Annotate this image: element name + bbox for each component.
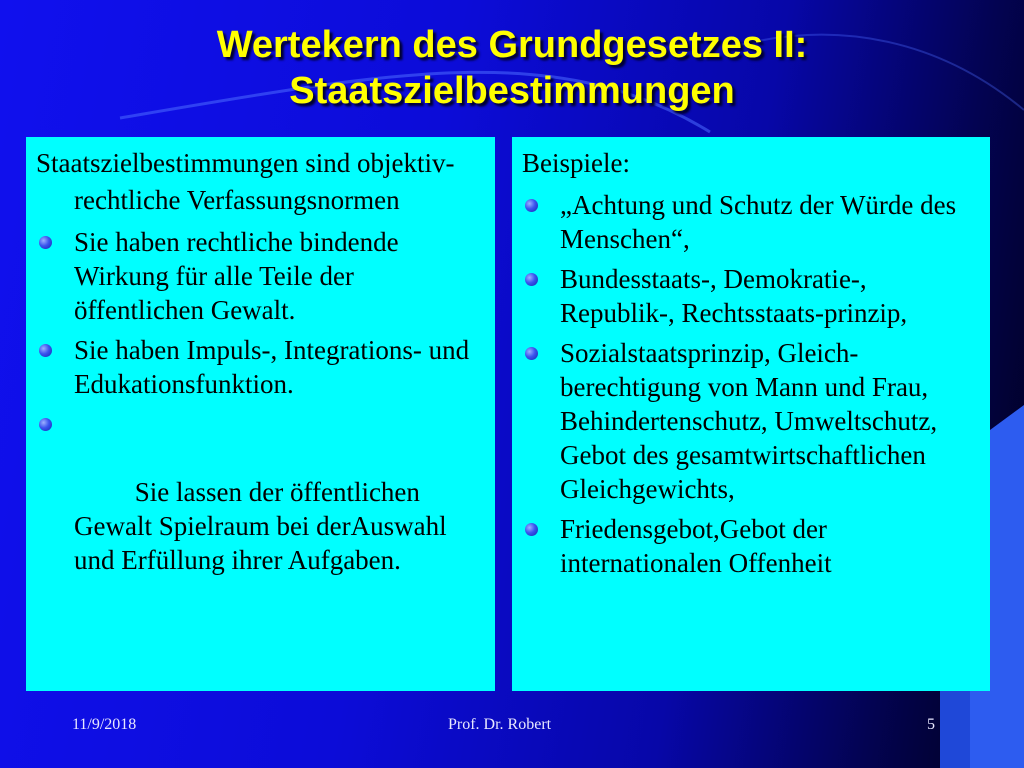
list-item	[522, 188, 980, 256]
list-item-text: „Achtung und Schutz der Würde des Menschen“,	[560, 190, 957, 254]
bullet-dot-icon	[525, 199, 538, 212]
slide-title	[0, 22, 1024, 114]
left-bullet-list	[36, 225, 485, 611]
list-item	[36, 333, 485, 401]
bullet-dot-icon	[39, 344, 52, 357]
list-item-text: Bundesstaats-, Demokratie-, Republik-, Rechtsstaats-prinzip,	[560, 264, 908, 328]
bullet-dot-icon	[525, 347, 538, 360]
right-text-box	[512, 137, 990, 691]
list-item-text: Sie haben Impuls-, Integrations- und Edukationsfunktion.	[74, 335, 470, 399]
list-item	[36, 407, 485, 611]
right-lead-text: Beispiele:	[522, 148, 630, 178]
bullet-dot-icon	[39, 418, 52, 431]
slide-title-line-1: Wertekern des Grundgesetzes II:	[216, 24, 808, 66]
right-bullet-list	[522, 188, 980, 580]
left-text-box	[26, 137, 495, 691]
list-item	[522, 262, 980, 330]
slide-title-line-2: Staatszielbestimmungen	[289, 70, 735, 112]
list-item	[522, 512, 980, 580]
bullet-dot-icon	[525, 523, 538, 536]
list-item-text: Sie haben rechtliche bindende Wirkung für alle Teile der öffentlichen Gewalt.	[74, 227, 399, 325]
footer-page-number: 5	[927, 716, 935, 733]
bullet-dot-icon	[39, 236, 52, 249]
bullet-dot-icon	[525, 273, 538, 286]
footer-date: 11/9/2018	[72, 716, 137, 733]
list-item-text: Sozialstaatsprinzip, Gleich-berechtigung von Mann und Frau, Behindertenschutz, Umweltschutz, Gebot des gesamtwirtschaftlichen Gleichgewichts,	[560, 338, 938, 504]
list-item-text: Friedensgebot,Gebot der internationalen Offenheit	[560, 514, 832, 578]
left-lead-text: Staatszielbestimmungen sind objektiv-rechtliche Verfassungsnormen	[36, 148, 455, 215]
list-item-text: Sie lassen der öffentlichen Gewalt Spielraum bei derAuswahl und Erfüllung ihrer Aufgaben.	[74, 477, 454, 575]
list-item	[522, 336, 980, 506]
footer-author: Prof. Dr. Robert	[448, 716, 552, 733]
list-item	[36, 225, 485, 327]
